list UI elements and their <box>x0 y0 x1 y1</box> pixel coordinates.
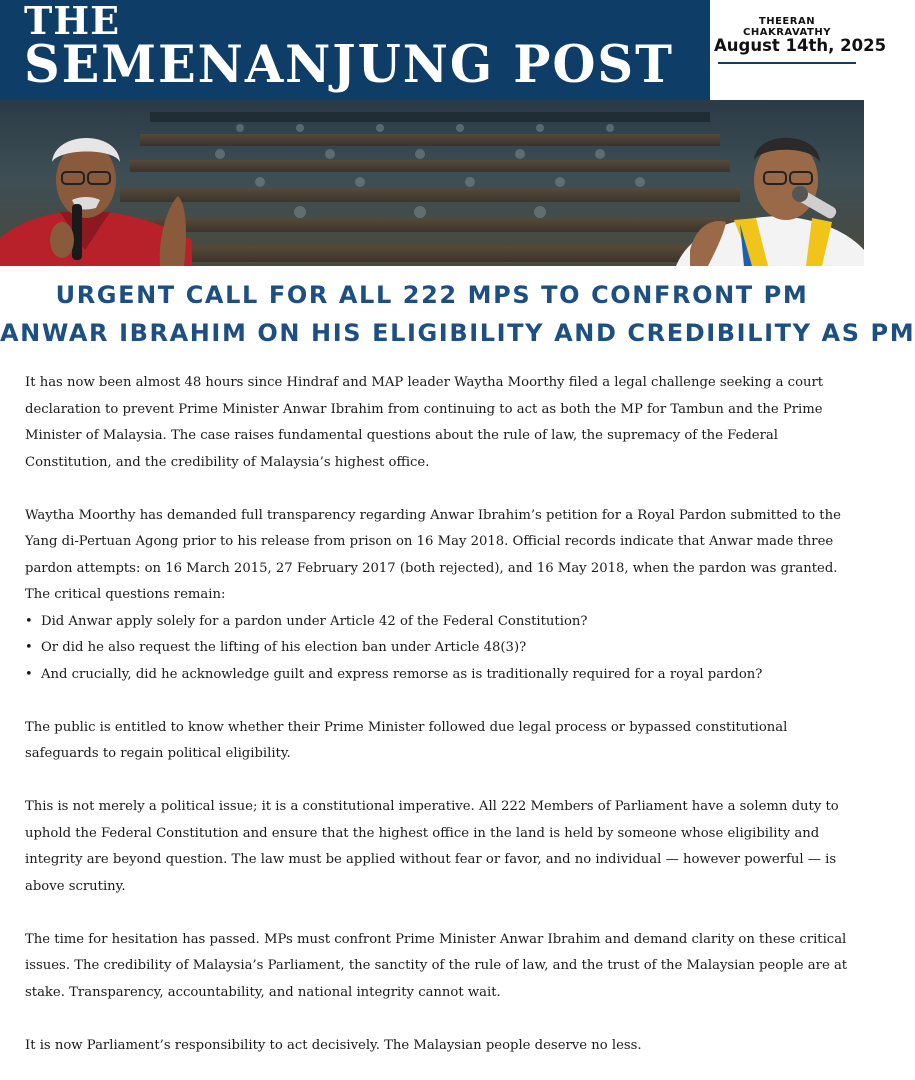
headline <box>0 276 915 352</box>
publication-brand <box>0 0 710 100</box>
article-paragraph-2: Waytha Moorthy has demanded full transparency regarding Anwar Ibrahim’s petition for a Royal Pardon submitted to the Yang di-Pertuan Agong prior to his release from prison on 16 May 2018. Official records indicate that Anwar made three pardon attempts: on 16 March 2015, 27 February 2017 (both rejected), and 16 May 2018, when the pardon was granted. The critical questions remain: <box>25 507 841 602</box>
publication-name-the: THE <box>24 0 121 43</box>
article-paragraph-1: It has now been almost 48 hours since Hindraf and MAP leader Waytha Moorthy filed a legal challenge seeking a court declaration to prevent Prime Minister Anwar Ibrahim from continuing to act as both the MP for Tambun and the Prime Minister of Malaysia. The case raises fundamental questions about the rule of law, the supremacy of the Federal Constitution, and the credibility of Malaysia’s highest office. <box>25 375 824 470</box>
article-paragraph-3: The public is entitled to know whether their Prime Minister followed due legal process or bypassed constitutional safeguards to regain political eligibility. <box>25 719 788 761</box>
article-paragraph-5: The time for hesitation has passed. MPs must confront Prime Minister Anwar Ibrahim and demand clarity on these critical issues. The credibility of Malaysia’s Parliament, the sanctity of the rule of law, and the trust of the Malaysian people are at stake. Transparency, accountability, and national integrity cannot wait. <box>25 931 848 1000</box>
headline-line-2: ANWAR IBRAHIM ON HIS ELIGIBILITY AND CREDIBILITY AS PM <box>0 319 915 347</box>
article-body <box>25 370 850 1059</box>
headline-line-1: URGENT CALL FOR ALL 222 MPS TO CONFRONT PM <box>55 281 809 309</box>
parliament-hall-photo <box>0 100 864 266</box>
publication-name: SEMENANJUNG POST <box>24 35 674 95</box>
question-list <box>25 609 850 689</box>
article-paragraph-6: It is now Parliament’s responsibility to act decisively. The Malaysian people deserve no less. <box>25 1037 642 1053</box>
author-name: THEERAN CHAKRAVATHY <box>743 16 831 38</box>
byline-divider <box>718 62 856 64</box>
article-paragraph-4: This is not merely a political issue; it is a constitutional imperative. All 222 Members of Parliament have a solemn duty to uphold the Federal Constitution and ensure that the highest office in the land is held by someone whose eligibility and integrity are beyond question. The law must be applied without fear or favor, and no individual — however powerful — is above scrutiny. <box>25 799 839 894</box>
question-item: • Did Anwar apply solely for a pardon under Article 42 of the Federal Constitution? <box>25 609 850 636</box>
banner-photo <box>0 100 864 266</box>
question-item: • And crucially, did he acknowledge guilt and express remorse as is traditionally required for a royal pardon? <box>25 662 850 689</box>
masthead <box>0 0 887 100</box>
publication-date: August 14th, 2025 <box>714 36 887 55</box>
question-item: • Or did he also request the lifting of his election ban under Article 48(3)? <box>25 635 850 662</box>
byline <box>710 0 887 100</box>
